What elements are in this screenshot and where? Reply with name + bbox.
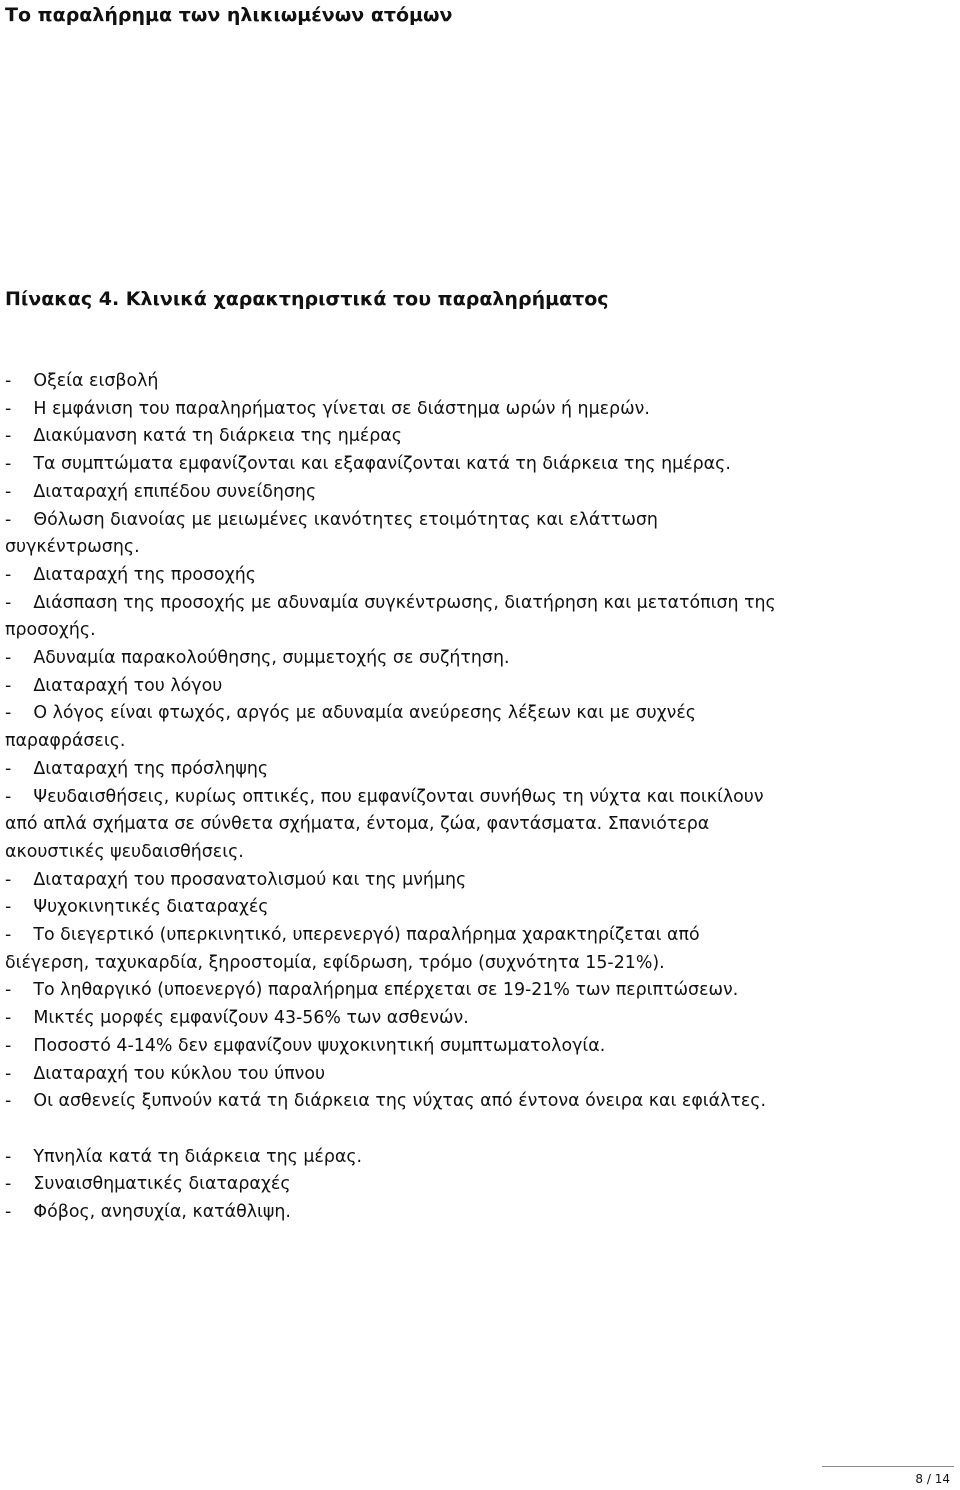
list-line: - Διαταραχή επιπέδου συνείδησης [5, 481, 317, 502]
list-line: παραφράσεις. [5, 731, 126, 752]
list-line: - Η εμφάνιση του παραληρήματος γίνεται σε διάστημα ωρών ή ημερών. [5, 398, 650, 419]
document-title: Το παραλήρημα των ηλικιωμένων ατόμων [5, 4, 453, 26]
list-line: από απλά σχήματα σε σύνθετα σχήματα, έντομα, ζώα, φαντάσματα. Σπανιότερα [5, 814, 710, 835]
list-line: - Μικτές μορφές εμφανίζουν 43-56% των ασθενών. [5, 1008, 469, 1029]
blank-line [5, 1116, 950, 1144]
list-line: - Θόλωση διανοίας με μειωμένες ικανότητες ετοιμότητας και ελάττωση [5, 509, 658, 530]
list-line: - Συναισθηματικές διαταραχές [5, 1174, 291, 1195]
list-line: - Διαταραχή της πρόσληψης [5, 758, 269, 779]
table-heading: Πίνακας 4. Κλινικά χαρακτηριστικά του παραληρήματος [5, 288, 609, 310]
list-line: - Διάσπαση της προσοχής με αδυναμία συγκέντρωσης, διατήρηση και μετατόπιση της [5, 592, 776, 613]
list-line: - Υπνηλία κατά τη διάρκεια της μέρας. [5, 1146, 363, 1167]
list-line: - Οξεία εισβολή [5, 371, 159, 391]
list-line: - Ποσοστό 4-14% δεν εμφανίζουν ψυχοκινητική συμπτωματολογία. [5, 1035, 606, 1056]
list-line: - Διαταραχή του λόγου [5, 675, 223, 696]
list-line: - Αδυναμία παρακολούθησης, συμμετοχής σε συζήτηση. [5, 648, 510, 669]
list-line: - Οι ασθενείς ξυπνούν κατά τη διάρκεια της νύχτας από έντονα όνειρα και εφιάλτες. [5, 1091, 767, 1112]
list-line: - Ο λόγος είναι φτωχός, αργός με αδυναμία ανεύρεσης λέξεων και με συχνές [5, 703, 696, 724]
list-line: - Το ληθαργικό (υποενεργό) παραλήρημα επέρχεται σε 19-21% των περιπτώσεων. [5, 980, 739, 1001]
list-line: - Διαταραχή του προσανατολισμού και της μνήμης [5, 869, 467, 890]
list-line: διέγερση, ταχυκαρδία, ξηροστομία, εφίδρωση, τρόμο (συχνότητα 15-21%). [5, 952, 665, 973]
list-line: - Τα συμπτώματα εμφανίζονται και εξαφανίζονται κατά τη διάρκεια της ημέρας. [5, 454, 731, 475]
list-line: - Ψευδαισθήσεις, κυρίως οπτικές, που εμφανίζονται συνήθως τη νύχτα και ποικίλουν [5, 786, 764, 807]
list-line: ακουστικές ψευδαισθήσεις. [5, 841, 244, 862]
list-line: - Διαταραχή της προσοχής [5, 564, 256, 585]
list-line: - Φόβος, ανησυχία, κατάθλιψη. [5, 1202, 291, 1223]
list-line: - Ψυχοκινητικές διαταραχές [5, 897, 269, 918]
footer-divider [822, 1466, 954, 1467]
page-number: 8 / 14 [915, 1472, 950, 1486]
list-line: - Το διεγερτικό (υπερκινητικό, υπερενεργό) παραλήρημα χαρακτηρίζεται από [5, 925, 700, 946]
list-line: προσοχής. [5, 620, 96, 641]
clinical-features-list [5, 368, 950, 1227]
list-line: συγκέντρωσης. [5, 537, 140, 558]
list-line: - Διακύμανση κατά τη διάρκεια της ημέρας [5, 426, 402, 447]
list-line: - Διαταραχή του κύκλου του ύπνου [5, 1063, 326, 1084]
